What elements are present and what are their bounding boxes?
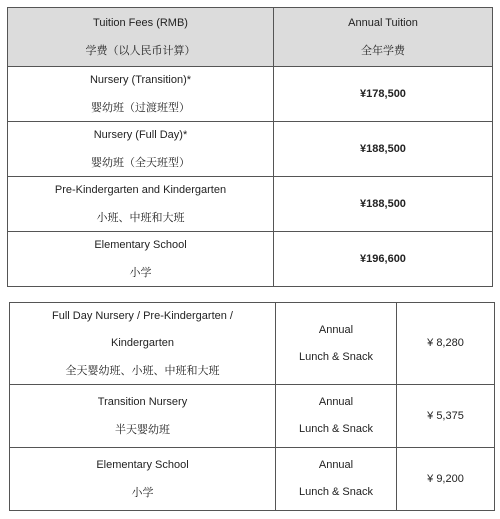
program-name-cn: 小班、中班和大班: [96, 211, 185, 224]
header-fees-en: Tuition Fees (RMB): [93, 17, 188, 29]
program-name-en: Nursery (Transition)*: [89, 74, 192, 86]
program-name-en: Pre-Kindergarten and Kindergarten: [54, 184, 227, 196]
header-annual-en: Annual Tuition: [348, 17, 418, 29]
program-cell: [8, 122, 274, 177]
tuition-price: ¥196,600: [274, 232, 493, 287]
program-cell: [10, 448, 276, 511]
fee-type-cell: [276, 303, 397, 385]
program-name-cn: 小学: [131, 486, 154, 499]
fee-type-annual: Annual: [318, 396, 354, 408]
program-cell: [10, 303, 276, 385]
fee-type-lunch: Lunch & Snack: [299, 486, 373, 498]
program-cell: [8, 67, 274, 122]
program-name-cn: 半天婴幼班: [115, 423, 170, 436]
program-cell: [10, 385, 276, 448]
fee-type-lunch: Lunch & Snack: [299, 350, 373, 363]
lunch-price: ¥ 5,375: [397, 385, 495, 448]
fee-type-annual: Annual: [318, 323, 354, 336]
table-row: [8, 122, 493, 177]
program-name-en: Elementary School: [96, 459, 189, 471]
tuition-header-row: [8, 8, 493, 67]
fee-type-cell: [276, 448, 397, 511]
program-cell: [8, 177, 274, 232]
tuition-header-fees: [8, 8, 274, 67]
table-row: [8, 232, 493, 287]
header-fees-cn: 学费（以人民币计算）: [85, 44, 196, 57]
program-name-cn: 婴幼班（全天班型）: [91, 156, 190, 169]
program-name-en: Nursery (Full Day)*: [93, 129, 188, 141]
program-name-en-cont: Kindergarten: [111, 337, 174, 349]
tuition-header-annual: [274, 8, 493, 67]
program-name-cn: 全天婴幼班、小班、中班和大班: [65, 364, 220, 377]
tuition-table: [7, 7, 493, 287]
fee-type-lunch: Lunch & Snack: [299, 423, 373, 435]
fee-type-annual: Annual: [318, 459, 354, 471]
lunch-table: [9, 302, 495, 511]
program-name-cn: 小学: [129, 266, 152, 279]
table-row: [10, 303, 495, 385]
program-name-en: Full Day Nursery / Pre-Kindergarten /: [52, 310, 233, 322]
table-row: [8, 67, 493, 122]
table-row: [10, 448, 495, 511]
lunch-price: ¥ 8,280: [397, 303, 495, 385]
table-row: [8, 177, 493, 232]
fee-type-cell: [276, 385, 397, 448]
tuition-price: ¥188,500: [274, 122, 493, 177]
lunch-price: ¥ 9,200: [397, 448, 495, 511]
program-name-cn: 婴幼班（过渡班型）: [91, 101, 190, 114]
tuition-price: ¥188,500: [274, 177, 493, 232]
program-name-en: Elementary School: [94, 239, 187, 251]
tuition-price: ¥178,500: [274, 67, 493, 122]
table-row: [10, 385, 495, 448]
header-annual-cn: 全年学费: [361, 44, 405, 57]
program-name-en: Transition Nursery: [97, 396, 188, 408]
program-cell: [8, 232, 274, 287]
